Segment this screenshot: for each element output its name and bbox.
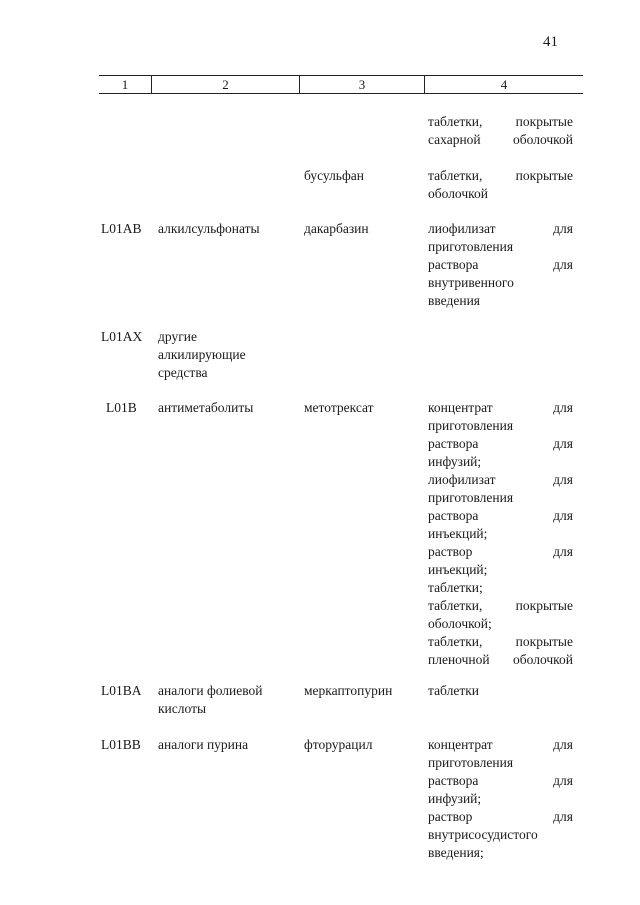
text-line: пленочной оболочкой	[428, 652, 573, 667]
text-line: раствора для	[428, 257, 573, 272]
text-line: раствор для	[428, 809, 573, 824]
text-line: раствора для	[428, 436, 573, 451]
row-3-code: L01AX	[101, 329, 143, 344]
row-2-form	[428, 220, 573, 310]
row-2-group: алкилсульфонаты	[158, 221, 260, 236]
text-line: таблетки;	[428, 580, 483, 595]
header-col-4: 4	[500, 77, 508, 92]
text-line: сахарной оболочкой	[428, 132, 573, 147]
row-5-group	[158, 682, 298, 718]
text-line: приготовления	[428, 418, 514, 433]
text-line: кислоты	[158, 701, 207, 716]
row-0-form	[428, 113, 573, 149]
row-6-code: L01BB	[101, 737, 141, 752]
text-line: внутрисосудистого	[428, 827, 538, 842]
text-line: внутривенного	[428, 275, 514, 290]
row-2-drug: дакарбазин	[304, 221, 369, 236]
row-1-drug	[304, 167, 422, 185]
header-col-1: 1	[121, 77, 129, 92]
text-line: оболочкой;	[428, 616, 492, 631]
text-line: раствора для	[428, 508, 573, 523]
row-6-form	[428, 736, 573, 862]
row-2-code: L01AB	[101, 221, 142, 236]
text-line: таблетки, покрытые	[428, 598, 573, 613]
text-line: аналоги фолиевой	[158, 683, 263, 698]
text-line: введения	[428, 293, 481, 308]
text-line: таблетки, покрытые	[428, 634, 573, 649]
text-line: другие	[158, 329, 197, 344]
table-header	[99, 75, 583, 94]
text-line: лиофилизат для	[428, 472, 573, 487]
page-number: 41	[543, 34, 558, 50]
row-4-drug: метотрексат	[304, 400, 374, 415]
text-line: таблетки, покрытые	[428, 168, 573, 183]
row-4-group: антиметаболиты	[158, 400, 254, 415]
text-line: концентрат для	[428, 400, 573, 415]
text-line: приготовления	[428, 239, 514, 254]
text-line: инфузий;	[428, 791, 482, 806]
header-col-3: 3	[358, 77, 366, 92]
row-5-code: L01BA	[101, 683, 142, 698]
text-line: инъекций;	[428, 562, 488, 577]
text-line: введения;	[428, 845, 484, 860]
text-line: инфузий;	[428, 454, 482, 469]
row-3-group	[158, 328, 298, 382]
text-line: таблетки, покрытые	[428, 114, 573, 129]
text-line: алкилирующие	[158, 347, 246, 362]
row-6-group: аналоги пурина	[158, 737, 249, 752]
row-4-code: L01B	[106, 400, 137, 415]
row-1-form	[428, 167, 573, 203]
text-line: лиофилизат для	[428, 221, 573, 236]
text-line: концентрат для	[428, 737, 573, 752]
text-line: раствор для	[428, 544, 573, 559]
header-col-2: 2	[222, 77, 229, 92]
text-line: оболочкой	[428, 186, 488, 201]
text-line: раствора для	[428, 773, 573, 788]
text-line: приготовления	[428, 755, 514, 770]
row-5-drug: меркаптопурин	[304, 683, 393, 698]
drug-name: бусульфан	[304, 168, 364, 183]
row-4-form	[428, 399, 573, 669]
text-line: средства	[158, 365, 208, 380]
text-line: инъекций;	[428, 526, 488, 541]
row-6-drug: фторурацил	[304, 737, 373, 752]
text-line: приготовления	[428, 490, 514, 505]
row-5-form: таблетки	[428, 683, 480, 698]
